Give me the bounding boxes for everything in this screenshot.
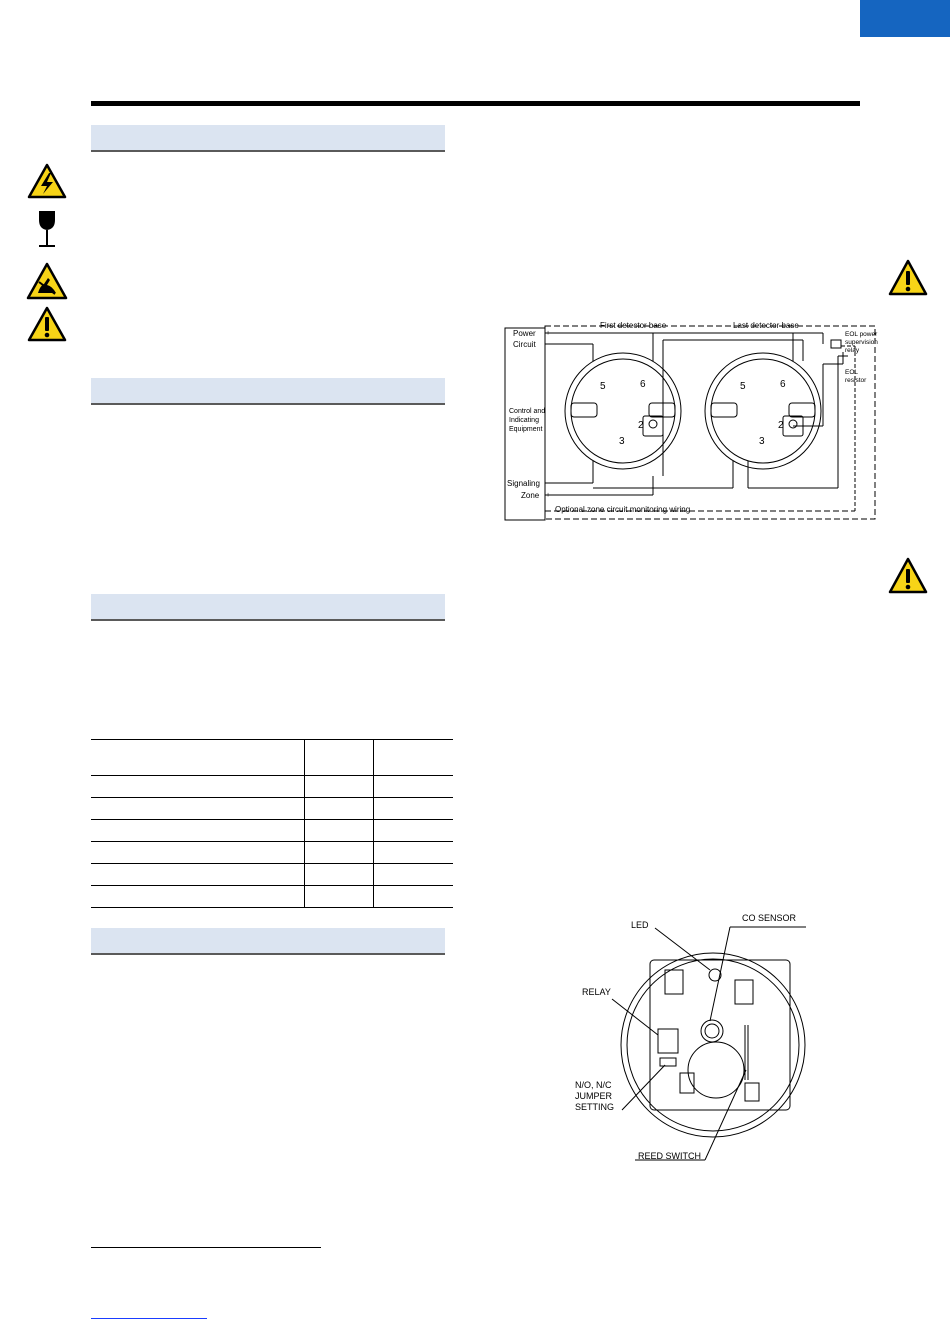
label-control: Control and xyxy=(509,408,546,415)
svg-text:relay: relay xyxy=(845,347,860,354)
svg-text:5: 5 xyxy=(740,381,746,392)
svg-text:SETTING: SETTING xyxy=(575,1102,615,1112)
table-row xyxy=(91,842,453,864)
table-row xyxy=(91,820,453,842)
label-circuit: Circuit xyxy=(513,340,536,349)
svg-text:supervision: supervision xyxy=(845,339,878,346)
svg-text:Indicating: Indicating xyxy=(509,417,539,424)
svg-text:JUMPER: JUMPER xyxy=(575,1091,613,1101)
label-eol-resistor: EOL xyxy=(845,369,859,376)
top-rule xyxy=(91,101,860,106)
svg-text:6: 6 xyxy=(780,379,786,390)
svg-text:-: - xyxy=(546,341,549,348)
fragile-glass-icon xyxy=(36,210,58,248)
label-optional-wiring: Optional zone circuit monitoring wiring xyxy=(555,505,691,514)
svg-text:6: 6 xyxy=(640,379,646,390)
link-underline[interactable] xyxy=(91,1318,207,1319)
svg-text:2: 2 xyxy=(638,420,644,431)
label-co-sensor: CO SENSOR xyxy=(742,913,797,923)
section-header-4 xyxy=(91,928,445,955)
table-row xyxy=(91,776,453,798)
table-row xyxy=(91,864,453,886)
svg-text:3: 3 xyxy=(759,436,765,447)
spec-table xyxy=(91,739,453,908)
svg-text:+: + xyxy=(546,492,551,499)
svg-text:5: 5 xyxy=(600,381,606,392)
label-first-base: First detector base xyxy=(600,321,667,330)
svg-text:Equipment: Equipment xyxy=(509,426,543,433)
label-relay: RELAY xyxy=(582,987,611,997)
label-zone: Zone xyxy=(521,491,540,500)
svg-text:3: 3 xyxy=(619,436,625,447)
label-reed-switch: REED SWITCH xyxy=(638,1151,701,1161)
label-signaling: Signaling xyxy=(507,479,540,488)
section-header-3 xyxy=(91,594,445,621)
caution-icon-right-1 xyxy=(888,259,928,297)
table-row xyxy=(91,886,453,908)
wiring-diagram xyxy=(503,316,879,522)
general-caution-icon xyxy=(27,306,67,342)
svg-text:resistor: resistor xyxy=(845,377,867,384)
label-jumper: N/O, N/C xyxy=(575,1080,612,1090)
label-eol-relay: EOL power xyxy=(845,331,878,338)
svg-text:-: - xyxy=(546,480,549,487)
detector-diagram xyxy=(570,905,830,1167)
label-last-base: Last detector base xyxy=(733,321,799,330)
caution-icon-right-2 xyxy=(888,557,928,595)
corner-tab xyxy=(860,0,950,37)
svg-text:2: 2 xyxy=(778,420,784,431)
table-row xyxy=(91,798,453,820)
section-header-1 xyxy=(91,125,445,152)
table-header-row xyxy=(91,740,453,776)
footnote-separator xyxy=(91,1247,321,1248)
label-led: LED xyxy=(631,920,649,930)
high-voltage-warning-icon xyxy=(27,163,67,199)
esd-warning-icon xyxy=(26,262,68,300)
label-power: Power xyxy=(513,329,536,338)
svg-text:+: + xyxy=(546,330,551,337)
section-header-2 xyxy=(91,378,445,405)
